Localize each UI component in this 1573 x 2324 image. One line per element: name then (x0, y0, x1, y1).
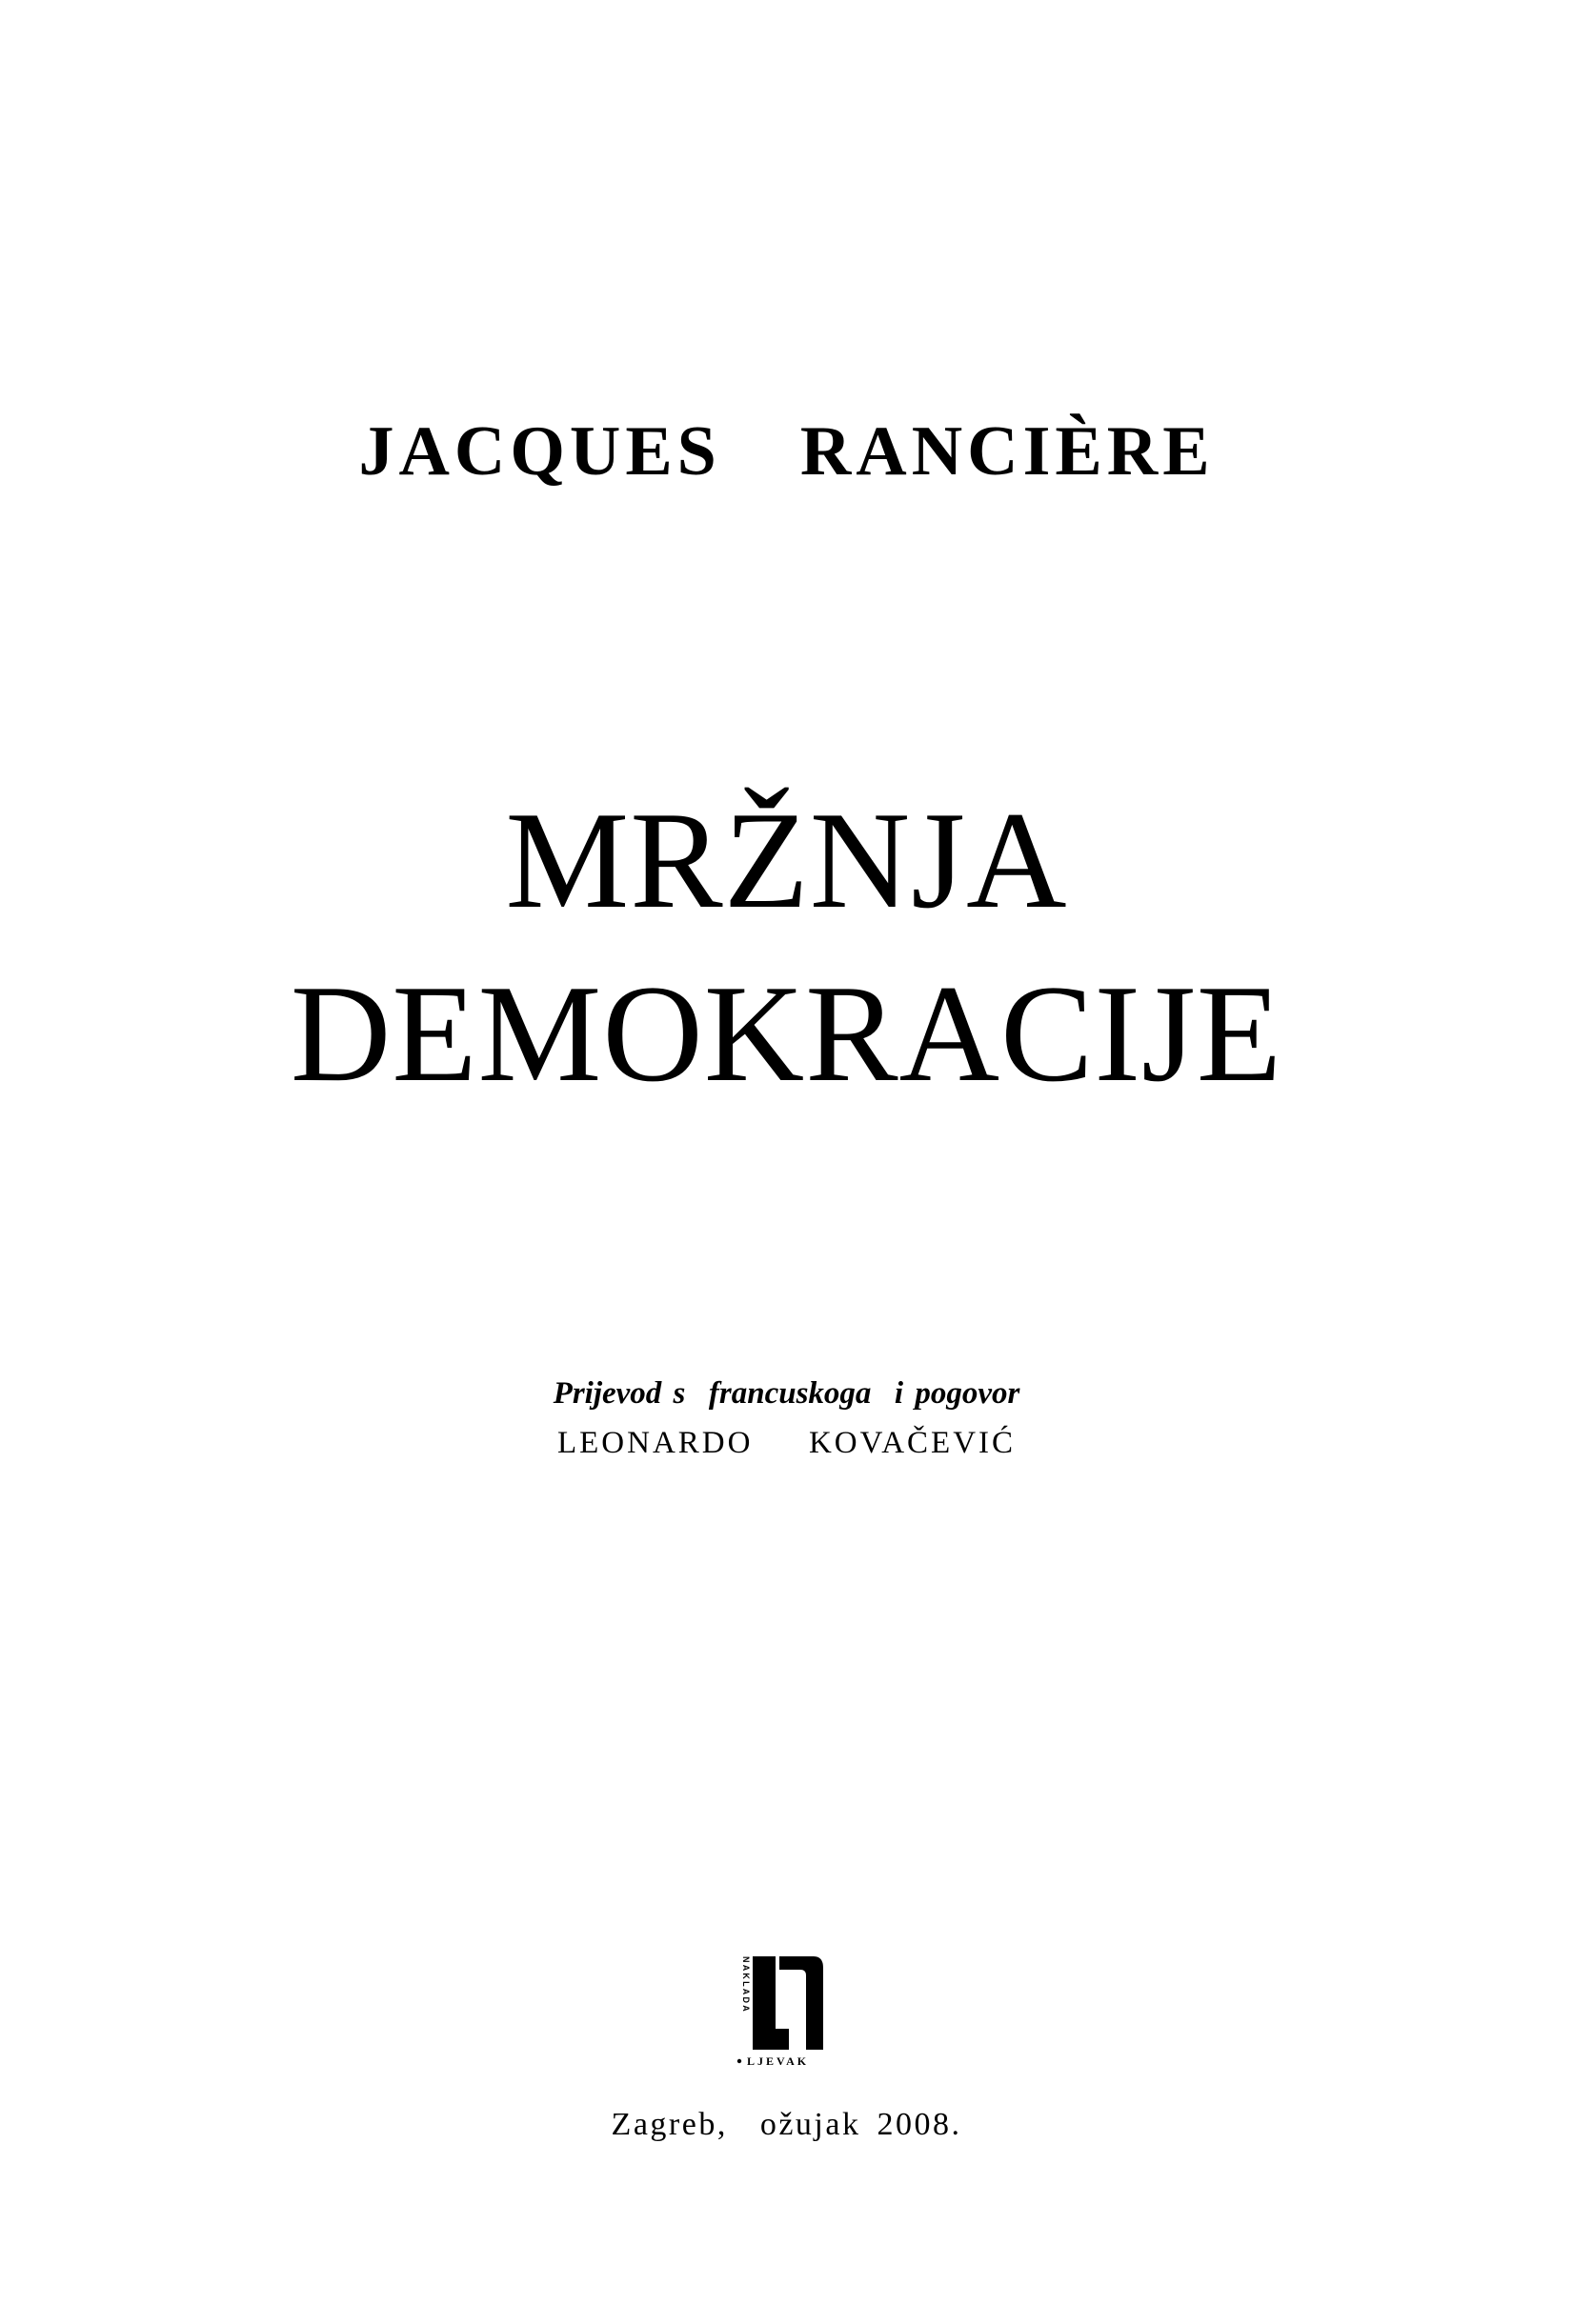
book-title-line-2: DEMOKRACIJE (290, 956, 1283, 1111)
author-name: JACQUES RANCIÈRE (358, 412, 1215, 491)
book-title-line-1: MRŽNJA (505, 783, 1068, 937)
imprint-place-date: Zagreb, ožujak 2008. (611, 2107, 962, 2142)
svg-text:NAKLADA: NAKLADA (741, 1956, 751, 2013)
translator-name: LEONARDO KOVAČEVIĆ (556, 1426, 1017, 1460)
svg-text:LJEVAK: LJEVAK (747, 2054, 810, 2068)
translation-credit: Prijevod s francuskoga i pogovor (553, 1376, 1020, 1411)
publisher-logo-icon (732, 1949, 837, 2082)
